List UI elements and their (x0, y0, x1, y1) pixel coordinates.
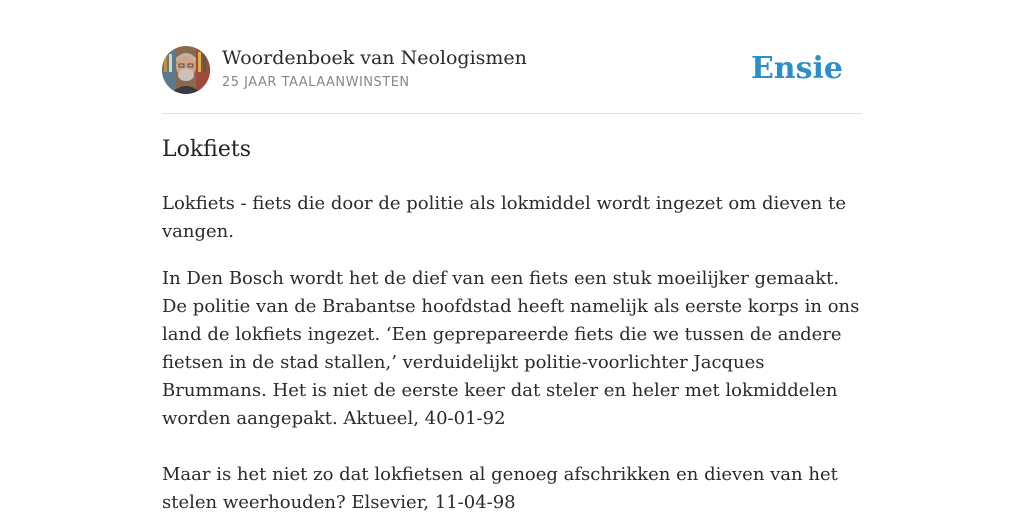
ensie-logo[interactable]: Ensie (750, 51, 843, 86)
entry-quote: In Den Bosch wordt het de dief van een fiets een stuk moeilijker gemaakt. De politie van de Brabantse hoofdstad heeft namelijk als eerste korps in ons land de lokfiets ingezet. ‘Een geprepareerde fiets die we tussen de andere fietsen in de stad stallen,’ verduidelijkt politie-voorlichter Jacques Brummans. Het is niet de eerste keer dat steler en heler met lokmiddelen worden aangepakt. Aktueel, 40-01-92 (162, 268, 860, 429)
entry-title: Lokfiets (162, 137, 252, 162)
author-portrait-icon[interactable] (162, 46, 210, 94)
site-subtitle: 25 JAAR TAALAANWINSTEN (222, 75, 410, 90)
entry-definition: Lokfiets - fiets die door de politie als lokmiddel wordt ingezet om dieven te vangen. (162, 193, 846, 242)
site-header (162, 46, 862, 114)
site-title[interactable]: Woordenboek van Neologismen (222, 47, 527, 69)
entry-quote: Maar is het niet zo dat lokfietsen al genoeg afschrikken en dieven van het stelen weerhouden? Elsevier, 11-04-98 (162, 464, 838, 513)
page (162, 0, 862, 512)
